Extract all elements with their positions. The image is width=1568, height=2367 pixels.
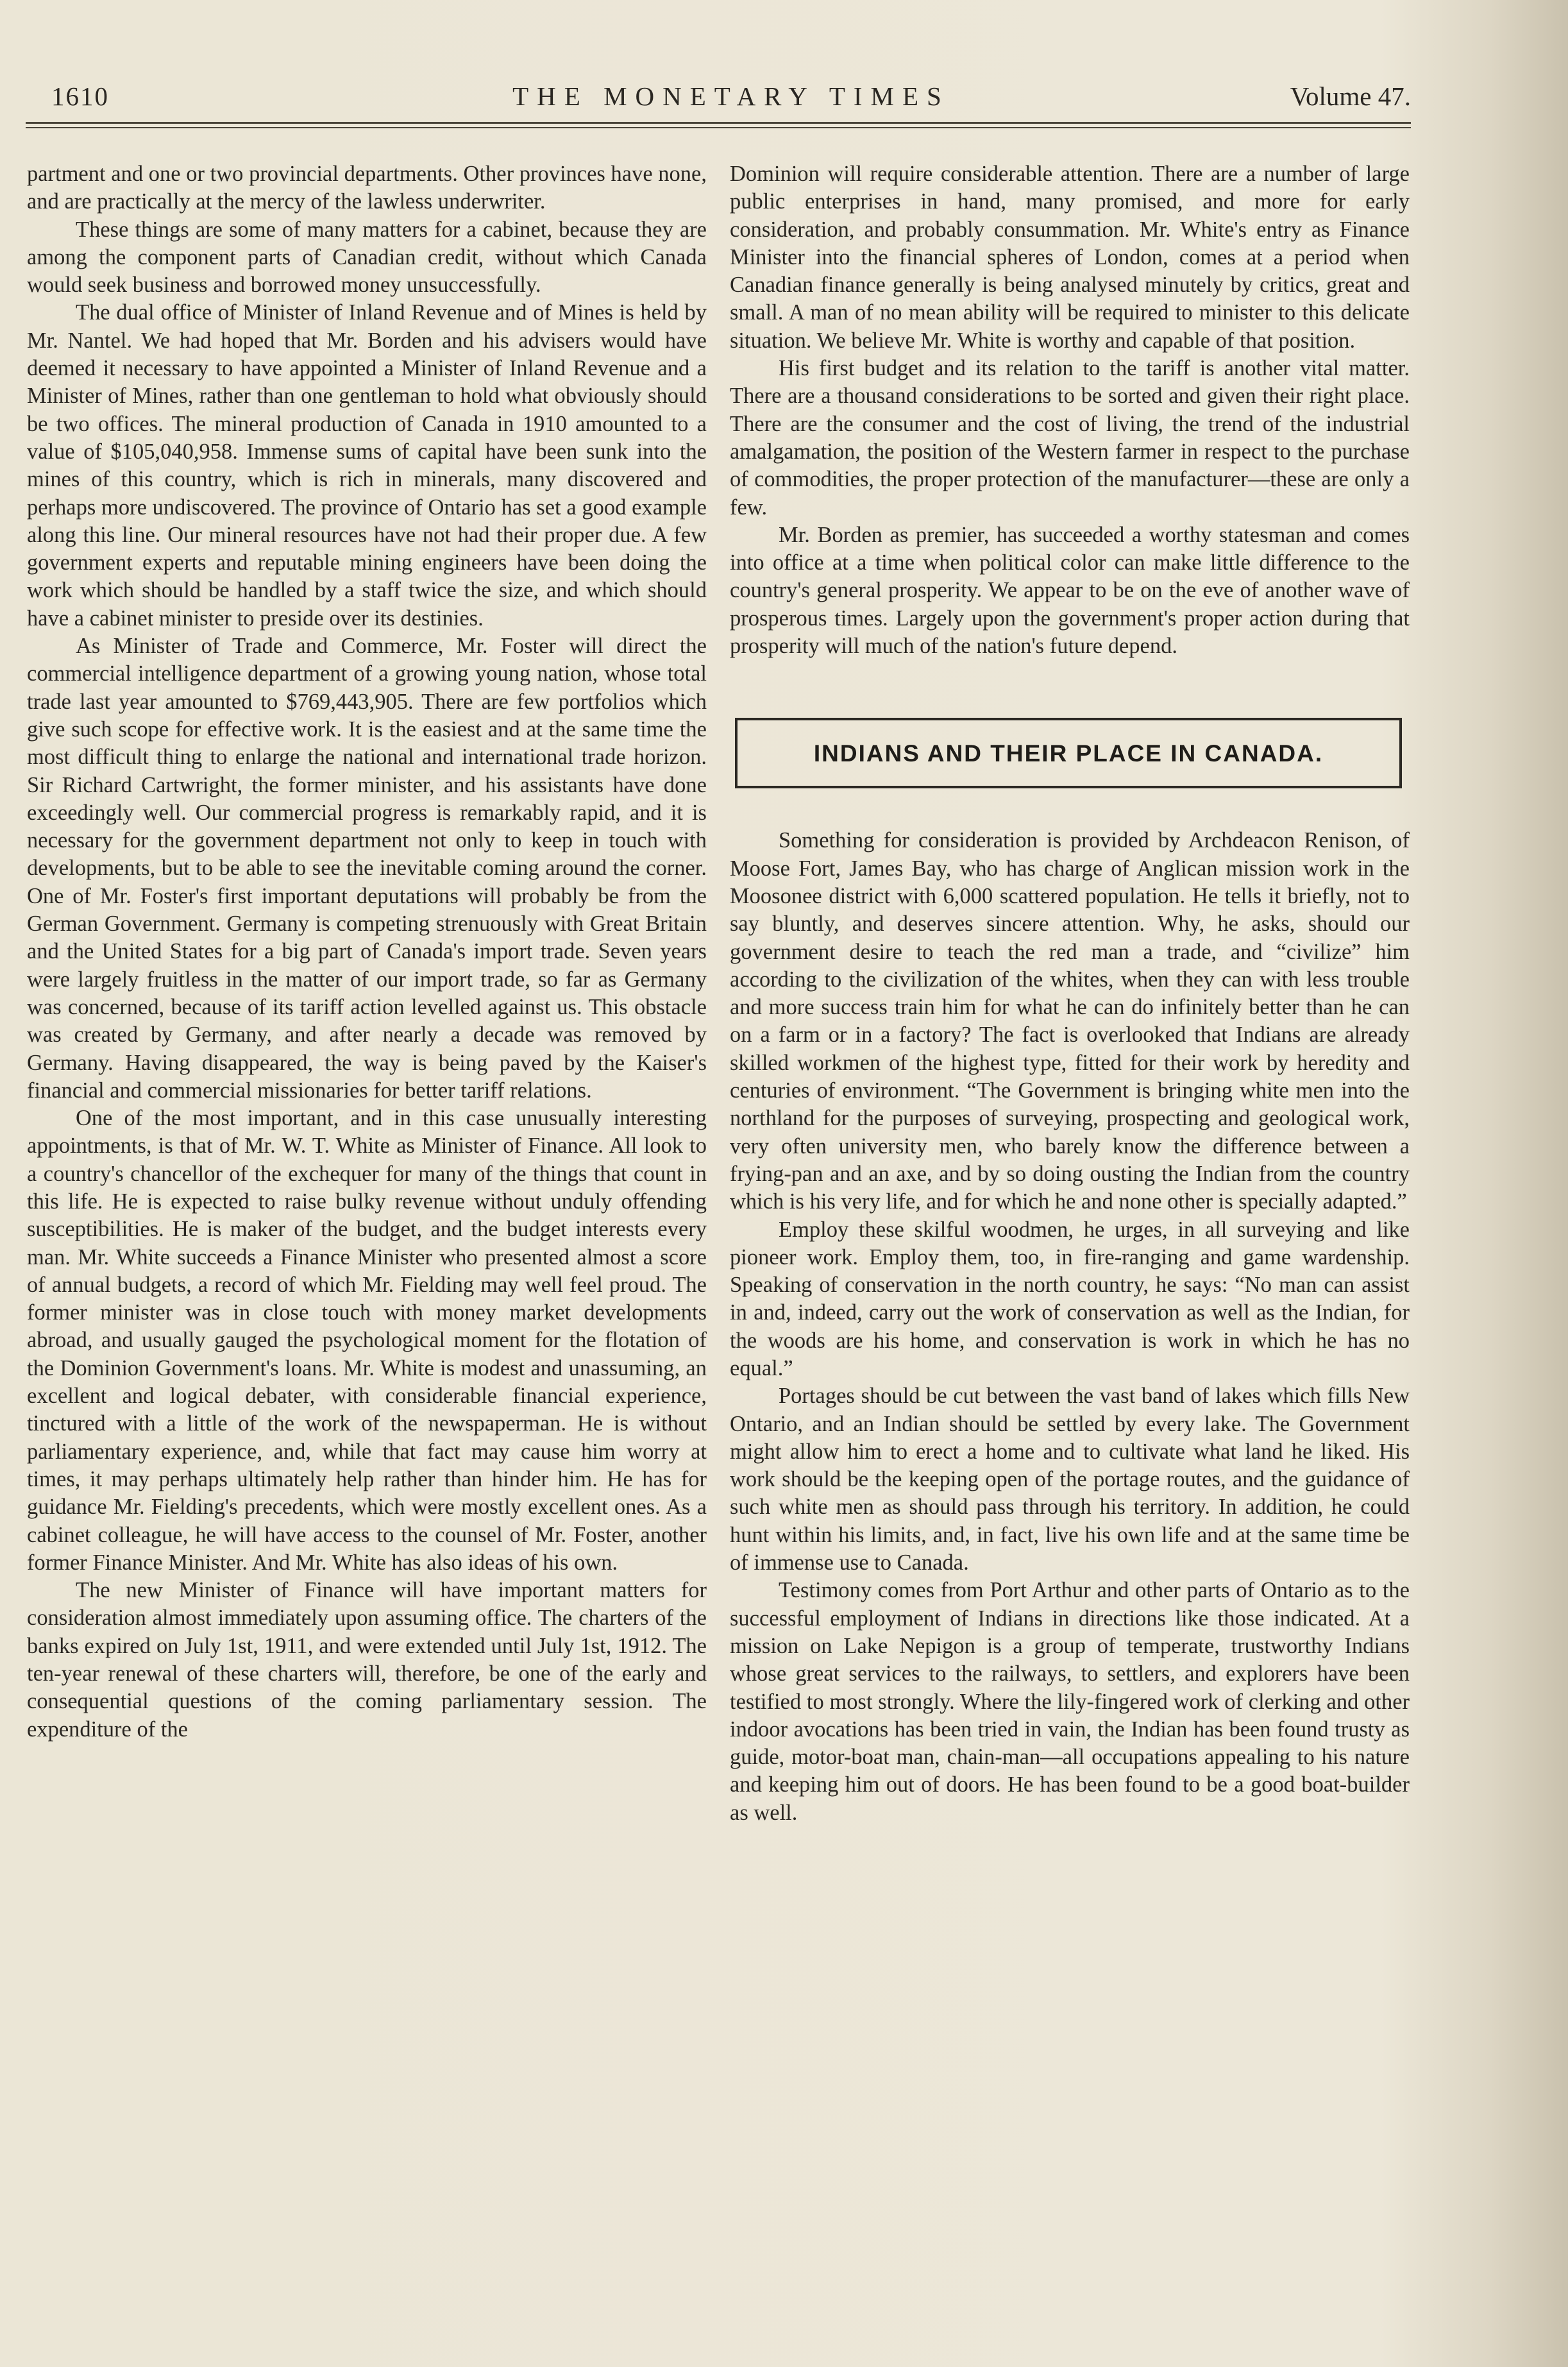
paragraph: As Minister of Trade and Commerce, Mr. Foster will direct the commercial intelligence department of a growing young nation, whose total trade last year amounted to $769,443,905. There are few portfolios which give such scope for effective work. It is the easiest and at the same time the most difficult thing to enlarge the national and international trade horizon. Sir Richard Cartwright, the former minister, and his assistants have done exceedingly well. Our commercial progress is remarkably rapid, and it is necessary for the government department not only to keep in touch with developments, but to be able to see the inevitable coming around the corner. One of Mr. Foster's first important deputations will probably be from the German Government. Germany is competing strenuously with Great Britain and the United States for a big part of Canada's import trade. Seven years were largely fruitless in the matter of our import trade, so far as Germany was concerned, because of its tariff action levelled against us. This obstacle was created by Germany, and after nearly a decade was removed by Germany. Having disappeared, the way is being paved by the Kaiser's financial and commercial missionaries for better tariff relations. — [27, 634, 707, 1103]
paragraph: One of the most important, and in this case unusually interesting appointments, is that of Mr. W. T. White as Minister of Finance. All look to a country's chancellor of the exchequer for many of the things that count in this life. He is expected to raise bulky revenue without unduly offending susceptibilities. He is maker of the budget, and the budget interests every man. Mr. White succeeds a Finance Minister who presented almost a score of annual budgets, a record of which Mr. Fielding may well feel proud. The former minister was in close touch with money market developments abroad, and usually gauged the psychological moment for the flotation of the Dominion Government's loans. Mr. White is modest and unassuming, an excellent and logical debater, with considerable financial experience, tinctured with a little of the work of the newspaperman. He is without parliamentary experience, and, while that fact may cause him worry at times, it may perhaps ultimately help rather than hinder him. He has for guidance Mr. Fielding's precedents, which were mostly excellent ones. As a cabinet colleague, he will have access to the counsel of Mr. Foster, another former Finance Minister. And Mr. White has also ideas of his own. — [27, 1106, 707, 1575]
paragraph: The new Minister of Finance will have important matters for consideration almost immediately upon assuming office. The charters of the banks expired on July 1st, 1911, and were extended until July 1st, 1912. The ten-year renewal of these charters will, therefore, be one of the early and consequential questions of the coming parliamentary session. The expenditure of the — [27, 1578, 707, 1742]
left-column — [27, 160, 707, 1743]
paragraph: His first budget and its relation to the tariff is another vital matter. There are a thousand considerations to be sorted and given their right place. There are the consumer and the cost of living, the trend of the industrial amalgamation, the position of the Western farmer in respect to the purchase of commodities, the proper protection of the manufacturer—these are only a few. — [730, 356, 1410, 520]
paragraph: Testimony comes from Port Arthur and other parts of Ontario as to the successful employment of Indians in directions like those indicated. At a mission on Lake Nepigon is a group of temperate, trustworthy Indians whose great services to the railways, to settlers, and explorers have been testified to most strongly. Where the lily-fingered work of clerking and other indoor avocations has been tried in vain, the Indian has been found trusty as guide, motor-boat man, chain-man—all occupations appealing to his nature and keeping him out of doors. He has been found to be a good boat-builder as well. — [730, 1578, 1410, 1825]
right-column — [730, 160, 1410, 1827]
paragraph: Employ these skilful woodmen, he urges, in all surveying and like pioneer work. Employ them, too, in fire-ranging and game wardenship. Speaking of conservation in the north country, he says: “No man can assist in and, indeed, carry out the work of conservation as well as the Indian, for the woods are his home, and conservation is work in which he has no equal.” — [730, 1217, 1410, 1380]
paragraph: partment and one or two provincial departments. Other provinces have none, and are practically at the mercy of the lawless underwriter. — [27, 162, 707, 214]
paragraph: These things are some of many matters for a cabinet, because they are among the component parts of Canadian credit, without which Canada would seek business and borrowed money unsuccessfully. — [27, 217, 707, 298]
paragraph: The dual office of Minister of Inland Revenue and of Mines is held by Mr. Nantel. We had hoped that Mr. Borden and his advisers would have deemed it necessary to have appointed a Minister of Inland Revenue and a Minister of Mines, rather than one gentleman to hold what obviously should be two offices. The mineral production of Canada in 1910 amounted to a value of $105,040,958. Immense sums of capital have been sunk into the mines of this country, which is rich in minerals, many discovered and perhaps more undiscovered. The province of Ontario has set a good example along this line. Our mineral resources have not had their proper due. A few government experts and reputable mining engineers have been doing the work which should be handled by a staff twice the size, and which should have a cabinet minister to preside over its destinies. — [27, 300, 707, 631]
header-rule-secondary — [26, 127, 1411, 128]
section-heading: INDIANS AND THEIR PLACE IN CANADA. — [813, 740, 1324, 767]
paragraph: Portages should be cut between the vast band of lakes which fills New Ontario, and an Indian should be settled by every lake. The Government might allow him to erect a home and to cultivate what land he liked. His work should be the keeping open of the portage routes, and the guidance of such white men as should pass through his territory. In addition, he could hunt within his limits, and, in fact, live his own life and at the same time be of immense use to Canada. — [730, 1384, 1410, 1575]
header-rule — [26, 122, 1411, 124]
publication-title: THE MONETARY TIMES — [512, 81, 950, 111]
running-header — [51, 77, 1411, 115]
paragraph: Mr. Borden as premier, has succeeded a worthy statesman and comes into office at a time when political color can make little difference to the country's general prosperity. We appear to be on the eve of another wave of prosperous times. Largely upon the government's proper action during that prosperity will much of the nation's future depend. — [730, 522, 1410, 659]
paragraph: Something for consideration is provided by Archdeacon Renison, of Moose Fort, James Bay, who has charge of Anglican mission work in the Moosonee district with 6,000 scattered population. He tells it briefly, not to say bluntly, and deserves sincere attention. Why, he asks, should our government desire to teach the red man a trade, and “civilize” him according to the civilization of the whites, when they can with less trouble and more success train him for what he can do infinitely better than he can on a farm or in a factory? The fact is overlooked that Indians are already skilled workmen of the highest type, fitted for their work by heredity and centuries of environment. “The Government is bringing white men into the northland for the purposes of surveying, prospecting and geological work, very often university men, who barely know the difference between a frying-pan and an axe, and by so doing ousting the Indian from the country which is his very life, and for which he and none other is specially adapted.” — [730, 828, 1410, 1214]
section-heading-box — [735, 718, 1402, 788]
paragraph: Dominion will require considerable attention. There are a number of large public enterprises in hand, many promised, and more for early consideration, and probably consummation. Mr. White's entry as Finance Minister into the financial spheres of London, comes at a period when Canadian finance generally is being analysed minutely by critics, great and small. A man of no mean ability will be required to minister to this delicate situation. We believe Mr. White is worthy and capable of that position. — [730, 162, 1410, 353]
volume-label: Volume 47. — [1290, 81, 1411, 111]
page-number: 1610 — [51, 81, 109, 111]
